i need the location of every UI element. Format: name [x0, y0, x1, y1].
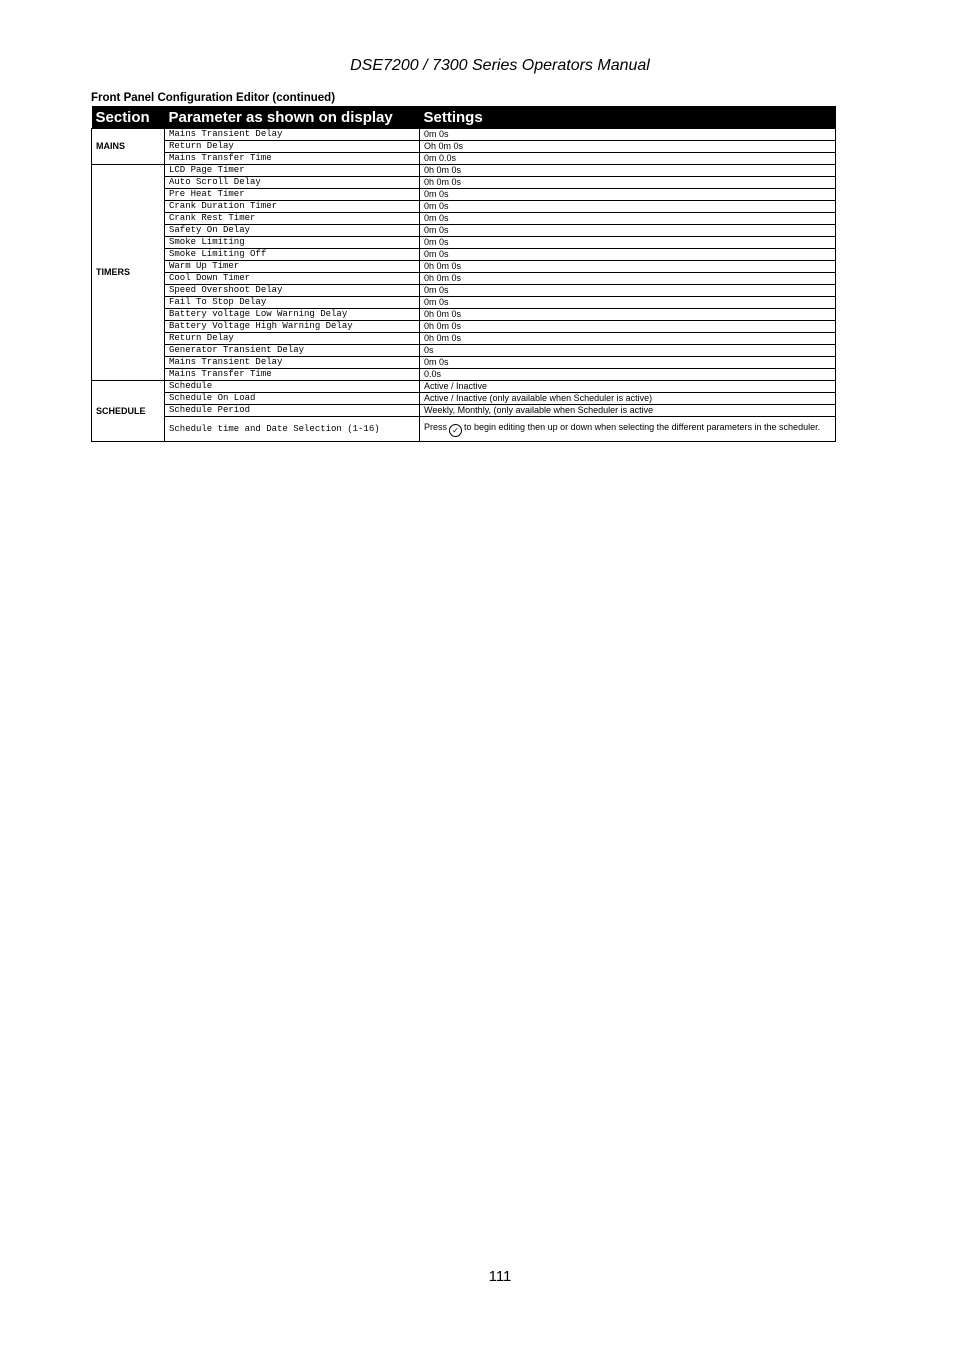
table-row	[92, 369, 836, 381]
table-row	[92, 405, 836, 417]
section-label: MAINS	[92, 129, 165, 165]
setting-cell: 0h 0m 0s	[420, 261, 836, 273]
table-row	[92, 393, 836, 405]
table-row	[92, 333, 836, 345]
column-header-settings: Settings	[420, 106, 836, 129]
setting-cell: 0m 0s	[420, 129, 836, 141]
table-row	[92, 165, 836, 177]
table-row	[92, 237, 836, 249]
column-header-parameter: Parameter as shown on display	[165, 106, 420, 129]
setting-cell: Weekly, Monthly, (only available when Scheduler is active	[420, 405, 836, 417]
table-row	[92, 309, 836, 321]
parameter-cell: Mains Transient Delay	[165, 357, 420, 369]
parameter-cell: Auto Scroll Delay	[165, 177, 420, 189]
setting-cell: 0m 0s	[420, 213, 836, 225]
setting-cell: 0h 0m 0s	[420, 273, 836, 285]
section-label: TIMERS	[92, 165, 165, 381]
setting-cell: 0h 0m 0s	[420, 165, 836, 177]
parameter-cell: Schedule	[165, 381, 420, 393]
parameter-cell: Schedule Period	[165, 405, 420, 417]
configuration-table	[91, 106, 836, 442]
setting-cell: Active / Inactive (only available when Scheduler is active)	[420, 393, 836, 405]
setting-cell: 0m 0s	[420, 285, 836, 297]
table-row	[92, 381, 836, 393]
parameter-cell: Speed Overshoot Delay	[165, 285, 420, 297]
setting-cell: 0m 0.0s	[420, 153, 836, 165]
parameter-cell: Schedule time and Date Selection (1-16)	[165, 417, 420, 442]
setting-text-prefix: Press	[424, 421, 448, 432]
table-row	[92, 213, 836, 225]
setting-cell: Active / Inactive	[420, 381, 836, 393]
document-title: DSE7200 / 7300 Series Operators Manual	[350, 57, 650, 74]
table-row	[92, 177, 836, 189]
parameter-cell: Smoke Limiting	[165, 237, 420, 249]
setting-cell: 0m 0s	[420, 237, 836, 249]
setting-cell: 0m 0s	[420, 297, 836, 309]
parameter-cell: LCD Page Timer	[165, 165, 420, 177]
parameter-cell: Generator Transient Delay	[165, 345, 420, 357]
table-body	[92, 129, 836, 442]
table-header-row	[92, 106, 836, 129]
table-row	[92, 285, 836, 297]
parameter-cell: Return Delay	[165, 141, 420, 153]
table-row	[92, 249, 836, 261]
table-row	[92, 321, 836, 333]
table-row	[92, 141, 836, 153]
table-row	[92, 417, 836, 442]
table-row	[92, 153, 836, 165]
parameter-cell: Battery Voltage High Warning Delay	[165, 321, 420, 333]
setting-cell: 0m 0s	[420, 225, 836, 237]
table-row	[92, 129, 836, 141]
parameter-cell: Pre Heat Timer	[165, 189, 420, 201]
parameter-cell: Smoke Limiting Off	[165, 249, 420, 261]
parameter-cell: Fail To Stop Delay	[165, 297, 420, 309]
table-row	[92, 345, 836, 357]
setting-cell: 0.0s	[420, 369, 836, 381]
parameter-cell: Mains Transient Delay	[165, 129, 420, 141]
parameter-cell: Safety On Delay	[165, 225, 420, 237]
section-label: SCHEDULE	[92, 381, 165, 442]
parameter-cell: Crank Rest Timer	[165, 213, 420, 225]
setting-text-suffix: to begin editing then up or down when selecting the different parameters in the scheduler.	[464, 421, 821, 432]
table-row	[92, 261, 836, 273]
setting-cell: 0h 0m 0s	[420, 321, 836, 333]
parameter-cell: Mains Transfer Time	[165, 153, 420, 165]
table-row	[92, 201, 836, 213]
table-row	[92, 225, 836, 237]
check-circle-icon: ✓	[449, 424, 462, 437]
parameter-cell: Warm Up Timer	[165, 261, 420, 273]
page-number: 111	[488, 1268, 512, 1285]
setting-cell	[420, 417, 836, 442]
setting-cell: 0h 0m 0s	[420, 309, 836, 321]
parameter-cell: Schedule On Load	[165, 393, 420, 405]
parameter-cell: Cool Down Timer	[165, 273, 420, 285]
parameter-cell: Crank Duration Timer	[165, 201, 420, 213]
table-row	[92, 297, 836, 309]
parameter-cell: Return Delay	[165, 333, 420, 345]
setting-cell: 0h 0m 0s	[420, 333, 836, 345]
column-header-section: Section	[92, 106, 165, 129]
table-caption: Front Panel Configuration Editor (continued)	[91, 92, 336, 104]
table-row	[92, 189, 836, 201]
setting-cell: 0m 0s	[420, 189, 836, 201]
setting-cell: 0h 0m 0s	[420, 177, 836, 189]
parameter-cell: Mains Transfer Time	[165, 369, 420, 381]
setting-cell: 0m 0s	[420, 249, 836, 261]
table-row	[92, 273, 836, 285]
setting-cell: 0s	[420, 345, 836, 357]
setting-cell: Oh 0m 0s	[420, 141, 836, 153]
parameter-cell: Battery voltage Low Warning Delay	[165, 309, 420, 321]
table-row	[92, 357, 836, 369]
setting-cell: 0m 0s	[420, 357, 836, 369]
setting-cell: 0m 0s	[420, 201, 836, 213]
